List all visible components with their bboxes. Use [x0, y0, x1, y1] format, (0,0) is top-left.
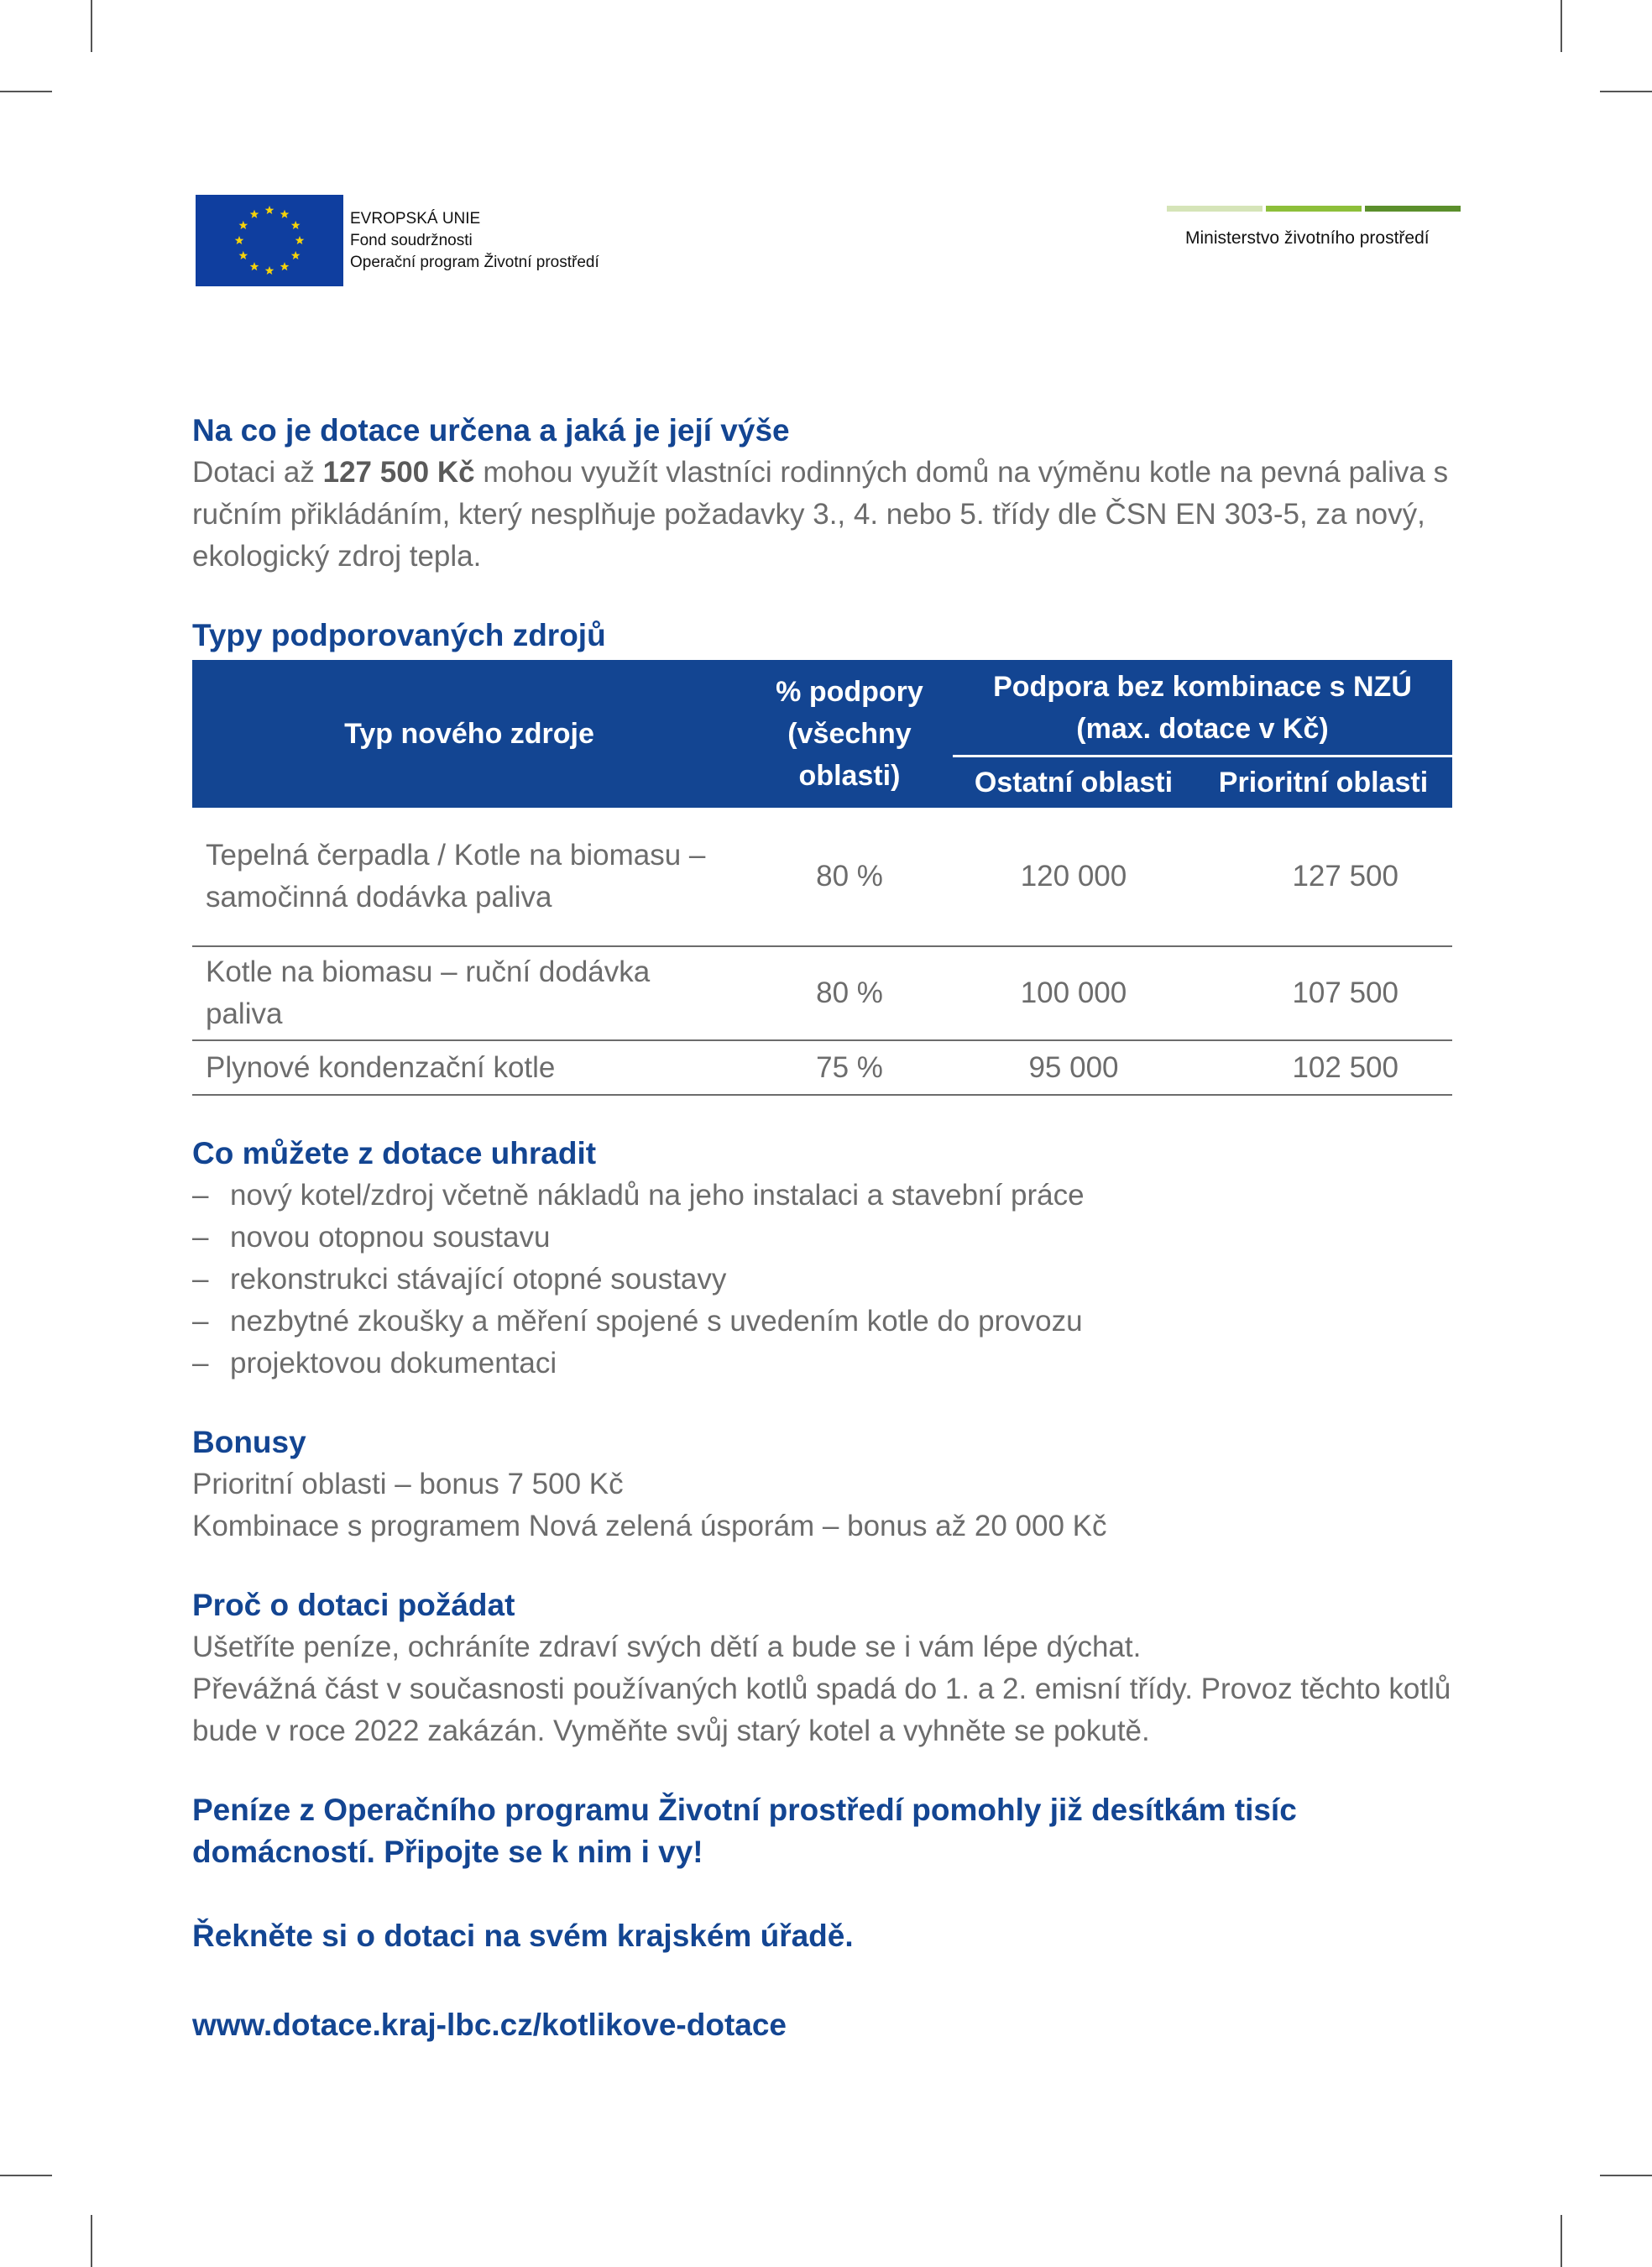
cell-type: Kotle na biomasu – ruční dodávka paliva: [192, 946, 746, 1040]
list-item-text: nezbytné zkoušky a měření spojené s uvedením kotle do provozu: [230, 1305, 1083, 1338]
list-item: [192, 1301, 1461, 1343]
cell-priority: 127 500: [1195, 808, 1452, 946]
eu-line: Operační program Životní prostředí: [350, 253, 599, 271]
table-row: [192, 808, 1452, 946]
cell-priority: 107 500: [1195, 946, 1452, 1040]
ministry-stripes: [1167, 206, 1461, 212]
col-header-priority: Prioritní oblasti: [1195, 757, 1452, 809]
eu-flag-icon: [196, 195, 343, 286]
ministry-logo: [1167, 206, 1461, 249]
cell-percent: 75 %: [746, 1040, 953, 1095]
crop-mark: [1561, 0, 1562, 52]
eu-line: Fond soudržnosti: [350, 231, 473, 249]
list-item-text: novou otopnou soustavu: [230, 1221, 551, 1254]
crop-mark: [0, 2175, 52, 2176]
crop-mark: [1561, 2215, 1562, 2267]
eu-star-icon: [265, 206, 274, 214]
section-text: Převážná část v současnosti používaných kotlů spadá do 1. a 2. emisní třídy. Provoz těchto kotlů bude v roce 2022 zakázán. Vyměňte svůj starý kotel a vyhněte se pokutě.: [192, 1673, 1451, 1747]
list-item: [192, 1175, 1461, 1217]
eu-star-icon: [265, 266, 274, 275]
eu-star-icon: [280, 262, 290, 270]
ministry-stripe: [1266, 206, 1362, 212]
list-item: [192, 1343, 1461, 1385]
crop-mark: [91, 0, 92, 52]
eu-star-icon: [250, 262, 259, 270]
cell-percent: 80 %: [746, 808, 953, 946]
ministry-stripe: [1167, 206, 1263, 212]
eu-star-icon: [239, 251, 248, 259]
cell-other: 120 000: [953, 808, 1195, 946]
list-dash: –: [192, 1221, 209, 1254]
col-header-percent-text: % podpory (všechny oblasti): [776, 676, 923, 792]
eu-line: EVROPSKÁ UNIE: [350, 209, 481, 228]
crop-mark: [1600, 2175, 1652, 2176]
col-header-other: Ostatní oblasti: [953, 757, 1195, 809]
bonus-line: Prioritní oblasti – bonus 7 500 Kč: [192, 1468, 624, 1500]
col-header-type: Typ nového zdroje: [192, 660, 746, 808]
section-title: Co můžete z dotace uhradit: [192, 1136, 597, 1170]
section-eligible-costs: [192, 1133, 1461, 1385]
eu-star-icon: [280, 210, 290, 218]
ministry-stripe: [1365, 206, 1461, 212]
section-title: Proč o dotaci požádat: [192, 1588, 515, 1622]
section-text: Ušetříte peníze, ochráníte zdraví svých dětí a bude se i vám lépe dýchat.: [192, 1631, 1142, 1663]
section-text: [192, 452, 1461, 578]
cell-percent: 80 %: [746, 946, 953, 1040]
section-title: Bonusy: [192, 1425, 306, 1459]
support-table: [192, 660, 1452, 1096]
list-dash: –: [192, 1305, 209, 1338]
list-item: [192, 1217, 1461, 1259]
crop-mark: [1600, 91, 1652, 92]
leaflet-content: [192, 410, 1461, 2046]
cell-other: 100 000: [953, 946, 1195, 1040]
cell-other: 95 000: [953, 1040, 1195, 1095]
col-header-percent: [746, 660, 953, 808]
col-header-group: [953, 660, 1452, 757]
table-row: [192, 946, 1452, 1040]
bonus-line: Kombinace s programem Nová zelená úsporám – bonus až 20 000 Kč: [192, 1510, 1107, 1542]
crop-mark: [91, 2215, 92, 2267]
section-purpose: [192, 410, 1461, 578]
cell-type: Tepelná čerpadla / Kotle na biomasu – samočinná dodávka paliva: [192, 808, 746, 946]
crop-mark: [0, 91, 52, 92]
section-bonuses: [192, 1421, 1461, 1547]
eu-star-icon: [235, 236, 244, 244]
section-title: Na co je dotace určena a jaká je její výše: [192, 413, 790, 448]
eligible-costs-list: [192, 1175, 1461, 1385]
list-item-text: projektovou dokumentaci: [230, 1347, 557, 1380]
eu-star-icon: [250, 210, 259, 218]
eu-star-icon: [291, 221, 301, 229]
website-link[interactable]: www.dotace.kraj-lbc.cz/kotlikove-dotace: [192, 2008, 787, 2042]
list-item: [192, 1259, 1461, 1301]
cta-text: Peníze z Operačního programu Životní prostředí pomohly již desítkám tisíc domácností. Připojte se k nim i vy!: [192, 1793, 1297, 1869]
table-row: [192, 1040, 1452, 1095]
amount-highlight: 127 500 Kč: [322, 456, 475, 489]
list-dash: –: [192, 1263, 209, 1296]
list-item-text: nový kotel/zdroj včetně nákladů na jeho instalaci a stavební práce: [230, 1179, 1085, 1212]
eu-star-icon: [239, 221, 248, 229]
section-source-types: [192, 615, 1461, 1096]
cell-type: Plynové kondenzační kotle: [192, 1040, 746, 1095]
eu-star-icon: [295, 236, 305, 244]
col-header-group-text: Podpora bez kombinace s NZÚ (max. dotace v Kč): [993, 670, 1412, 745]
list-dash: –: [192, 1347, 209, 1380]
eu-logo: [196, 195, 599, 286]
text-run: Dotaci až: [192, 456, 323, 489]
eu-logo-text: [350, 208, 599, 274]
cta-text: Řekněte si o dotaci na svém krajském úřadě.: [192, 1919, 854, 1953]
ministry-name: Ministerstvo životního prostředí: [1185, 228, 1430, 248]
list-item-text: rekonstrukci stávající otopné soustavy: [230, 1263, 727, 1296]
section-why-apply: [192, 1584, 1461, 1752]
list-dash: –: [192, 1179, 209, 1212]
eu-star-icon: [291, 251, 301, 259]
text-run: mohou využít vlastníci rodinných domů na výměnu kotle na pevná paliva s ručním přikládáním, který nesplňuje požadavky 3., 4. nebo 5. třídy dle ČSN EN 303-5, za nový, ekologický zdroj tepla.: [192, 456, 1449, 573]
section-title: Typy podporovaných zdrojů: [192, 618, 606, 652]
cell-priority: 102 500: [1195, 1040, 1452, 1095]
